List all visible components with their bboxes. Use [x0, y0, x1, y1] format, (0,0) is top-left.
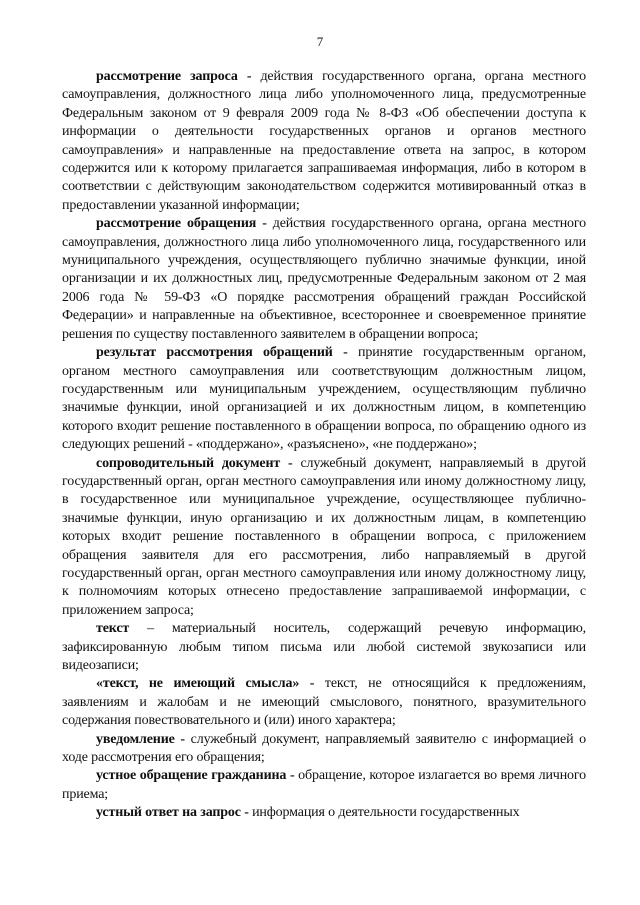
- definition-appeal-result: [62, 344, 586, 454]
- definition-text: информация о деятельности государственных: [248, 805, 520, 821]
- definition-term: текст: [96, 621, 130, 637]
- definition-text: обращение, которое излагается во время личного приема;: [62, 768, 586, 802]
- definition-text: принятие государственным органом, органом местного самоуправления или соответствующим должностным лицом, государственным или муниципальным учреждением, осуществляющим публично значимые функции, иной организацией и их должностным лицом, в компетенцию которого входит решение поставленного в обращении вопроса, по обращению одного из следующих решений - «поддержано», «разъяснено», «не поддержано»;: [62, 345, 586, 453]
- definition-meaningless-text: [62, 675, 586, 730]
- definition-term: рассмотрение обращения -: [96, 216, 267, 232]
- definition-term: уведомление -: [96, 731, 185, 747]
- definitions-list: [62, 68, 586, 823]
- definition-appeal-review: [62, 215, 586, 344]
- definition-oral-appeal: [62, 767, 586, 804]
- definition-request-review: [62, 68, 586, 215]
- definition-text: действия государственного органа, органа местного самоуправления, должностного лица либо уполномоченного лица, государственного или муниципального учреждения, осуществляющего публично значимые функции, иной организации и их должностных лиц, предусмотренные Федеральным законом от 2 мая 2006 года № 59-ФЗ «О порядке рассмотрения обращений граждан Российской Федерации» и направленные на объективное, всестороннее и своевременное принятие решения по существу поставленного заявителем в обращении вопроса;: [62, 216, 586, 342]
- definition-text: служебный документ, направляемый заявителю с информацией о ходе рассмотрения его обращения;: [62, 731, 586, 766]
- definition-term: устный ответ на запрос -: [96, 805, 249, 821]
- page-number: 7: [316, 34, 324, 49]
- definition-term: рассмотрение запроса -: [96, 69, 252, 84]
- definition-notification: [62, 731, 586, 768]
- definition-term: устное обращение гражданина -: [96, 768, 295, 784]
- definition-text: – материальный носитель, содержащий речевую информацию, зафиксированную любым типом письма или любой системой звукозаписи или видеозаписи;: [62, 621, 586, 673]
- definition-text: служебный документ, направляемый в другой государственный орган, орган местного самоуправления или иному должностному лицу, в государственное или муниципальное учреждение, осуществляющее публично-значимые функции, иную организацию и их должностным лицам, в компетенцию которых входит решение поставленного в обращении вопроса, с приложением обращения заявителя для его рассмотрения, либо направляемый в другой государственный орган, орган местного самоуправления или иному должностному лицу, к полномочиям которых отнесено предоставление запрашиваемой информации, с приложением запроса;: [62, 455, 586, 618]
- definition-text-term: [62, 620, 586, 675]
- definition-text: действия государственного органа, органа местного самоуправления, должностного лица либо уполномоченного лица, предусмотренные Федеральным законом от 9 февраля 2009 года № 8-ФЗ «Об обеспечении доступа к информации о деятельности государственных органов и органов местного самоуправления» и направленные на предоставление ответа на запрос, в котором содержится или к которому прилагается запрашиваемая информация, либо в котором в соответствии с действующим законодательством содержится мотивированный отказ в предоставлении указанной информации;: [62, 69, 586, 213]
- definition-cover-document: [62, 455, 586, 621]
- definition-term: результат рассмотрения обращений -: [96, 345, 348, 361]
- definition-term: сопроводительный документ -: [96, 455, 293, 471]
- definition-term: «текст, не имеющий смысла» -: [96, 676, 315, 692]
- definition-oral-answer: [62, 804, 586, 822]
- definition-text: текст, не относящийся к предложениям, заявлениям и жалобам и не имеющий смыслового, понятного, вразумительного содержания повествовательного и (или) иного характера;: [62, 676, 586, 729]
